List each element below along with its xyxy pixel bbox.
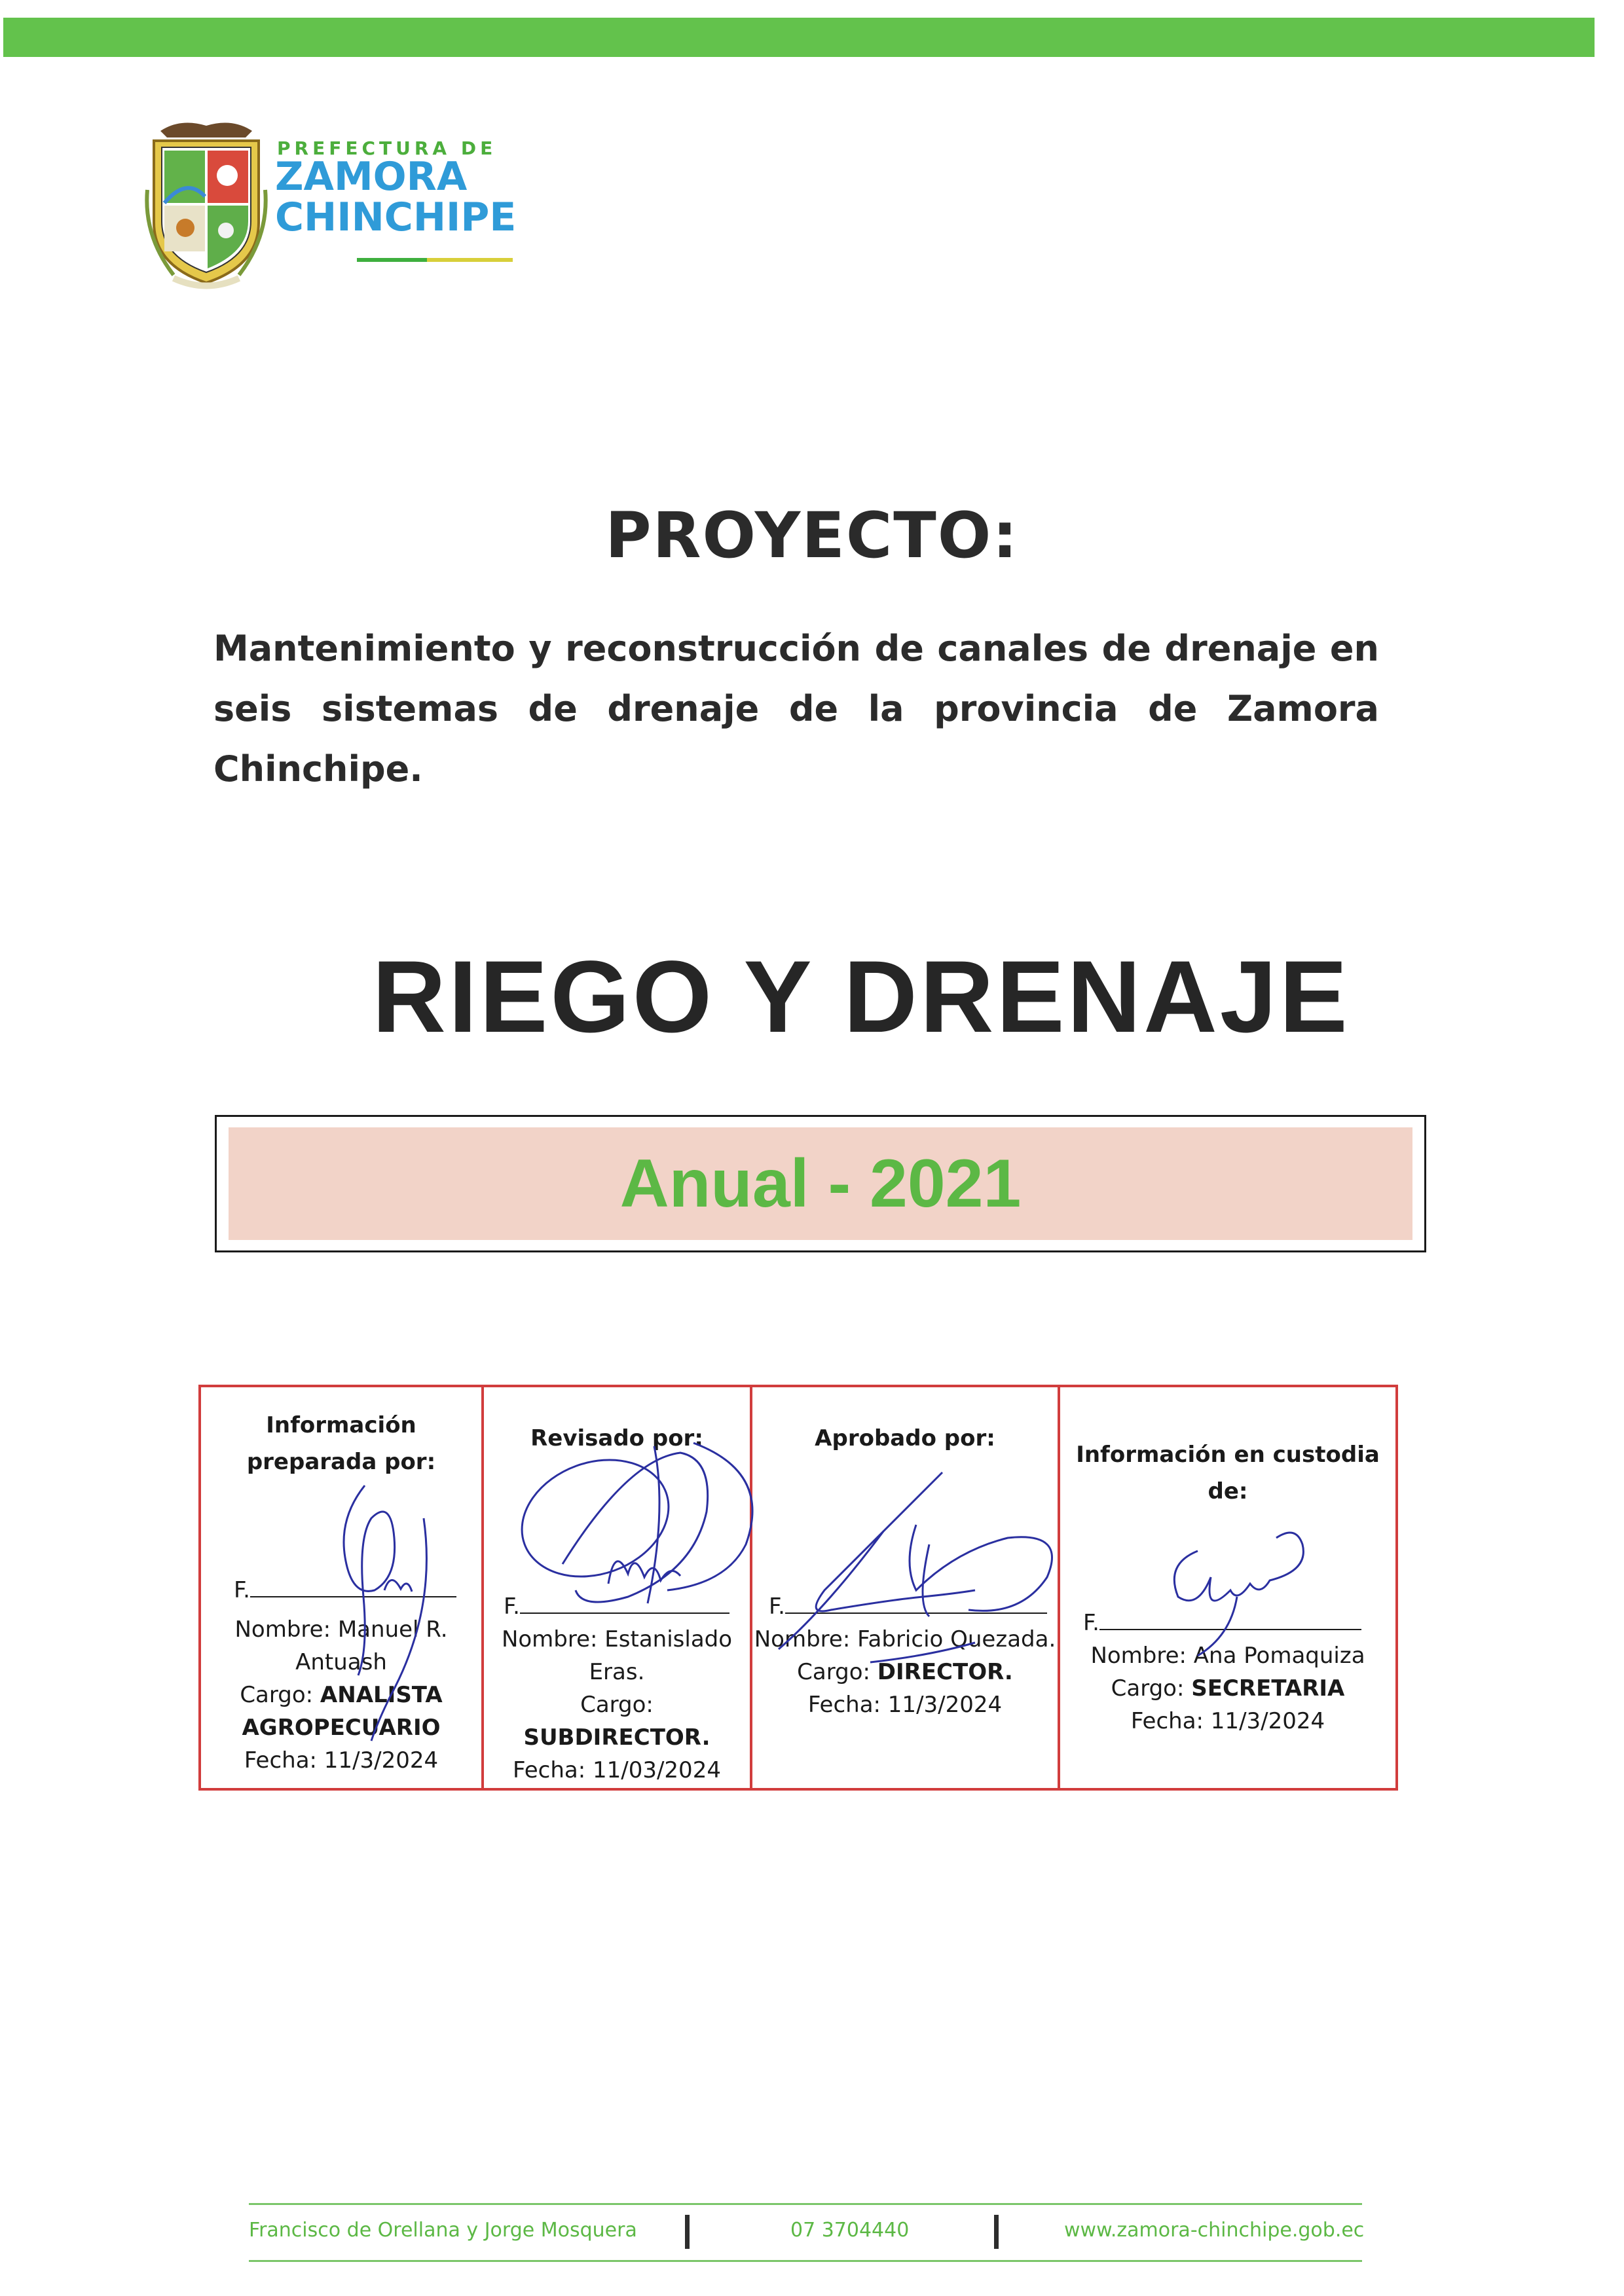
date-text: Fecha: 11/03/2024 xyxy=(513,1757,721,1783)
period-box xyxy=(215,1115,1426,1252)
cargo-value: SECRETARIA xyxy=(1191,1675,1345,1702)
org-prefix: PREFECTURA DE xyxy=(277,137,497,159)
handwritten-signature-icon xyxy=(260,1479,456,1754)
signature-f-label: F. xyxy=(504,1594,520,1620)
cargo-value: DIRECTOR. xyxy=(877,1659,1013,1685)
cargo-label: Cargo: xyxy=(1111,1675,1185,1702)
header-color-bar xyxy=(3,18,1595,57)
signature-cell-custody xyxy=(1060,1387,1395,1788)
footer-rule-bottom xyxy=(249,2260,1362,2262)
prefectura-logo xyxy=(134,111,527,295)
area-title: RIEGO Y DRENAJE xyxy=(372,940,1350,1054)
signature-cell-approved xyxy=(752,1387,1060,1788)
footer xyxy=(249,2203,1365,2262)
name-label: Nombre: xyxy=(501,1626,598,1652)
org-name-line1: ZAMORA xyxy=(275,154,468,200)
footer-separator xyxy=(685,2215,690,2249)
signature-heading: Información en custodia de: xyxy=(1076,1442,1380,1504)
signature-heading: Información preparada por: xyxy=(246,1412,436,1475)
name-value: Estanislado Eras. xyxy=(589,1626,733,1685)
cargo-value: SUBDIRECTOR. xyxy=(523,1724,710,1751)
cargo-label: Cargo: xyxy=(580,1692,654,1718)
name-value: Ana Pomaquiza xyxy=(1193,1643,1365,1669)
handwritten-signature-icon xyxy=(497,1433,772,1643)
cargo-label: Cargo: xyxy=(797,1659,870,1685)
cargo-label: Cargo: xyxy=(240,1682,314,1708)
cargo-value: ANALISTA AGROPECUARIO xyxy=(242,1682,443,1741)
coat-of-arms-icon xyxy=(134,111,278,295)
name-label: Nombre: xyxy=(754,1626,851,1652)
footer-website[interactable]: www.zamora-chinchipe.gob.ec xyxy=(1064,2219,1365,2242)
date-text: Fecha: 11/3/2024 xyxy=(244,1747,439,1774)
handwritten-signature-icon xyxy=(759,1459,1073,1669)
name-label: Nombre: xyxy=(234,1616,331,1643)
org-name-line2: CHINCHIPE xyxy=(275,194,517,240)
signature-f-label: F. xyxy=(234,1577,250,1603)
date-text: Fecha: 11/3/2024 xyxy=(807,1692,1003,1718)
footer-address: Francisco de Orellana y Jorge Mosquera xyxy=(249,2219,637,2242)
signature-heading: Aprobado por: xyxy=(815,1425,995,1451)
signature-cell-prepared xyxy=(201,1387,484,1788)
project-description: Mantenimiento y reconstrucción de canales de drenaje en seis sistemas de drenaje de la provincia de Zamora Chinchipe. xyxy=(213,628,1379,790)
period-text: Anual - 2021 xyxy=(619,1145,1022,1222)
handwritten-signature-icon xyxy=(1139,1518,1348,1662)
footer-rule-top xyxy=(249,2203,1362,2205)
footer-phone: 07 3704440 xyxy=(790,2219,910,2242)
footer-separator xyxy=(994,2215,999,2249)
signature-details xyxy=(484,1623,750,1787)
date-text: Fecha: 11/3/2024 xyxy=(1130,1708,1325,1734)
signature-f-label: F. xyxy=(1083,1610,1099,1636)
signature-table xyxy=(198,1385,1398,1791)
signature-heading: Revisado por: xyxy=(530,1425,703,1451)
signature-f-label: F. xyxy=(769,1594,785,1620)
signature-cell-reviewed xyxy=(484,1387,752,1788)
name-value: Fabricio Quezada. xyxy=(857,1626,1056,1652)
name-value: Manuel R. Antuash xyxy=(295,1616,448,1675)
logo-underline xyxy=(357,258,513,262)
name-label: Nombre: xyxy=(1090,1643,1187,1669)
period-highlight xyxy=(229,1127,1412,1240)
project-label: PROYECTO: xyxy=(605,499,1019,572)
